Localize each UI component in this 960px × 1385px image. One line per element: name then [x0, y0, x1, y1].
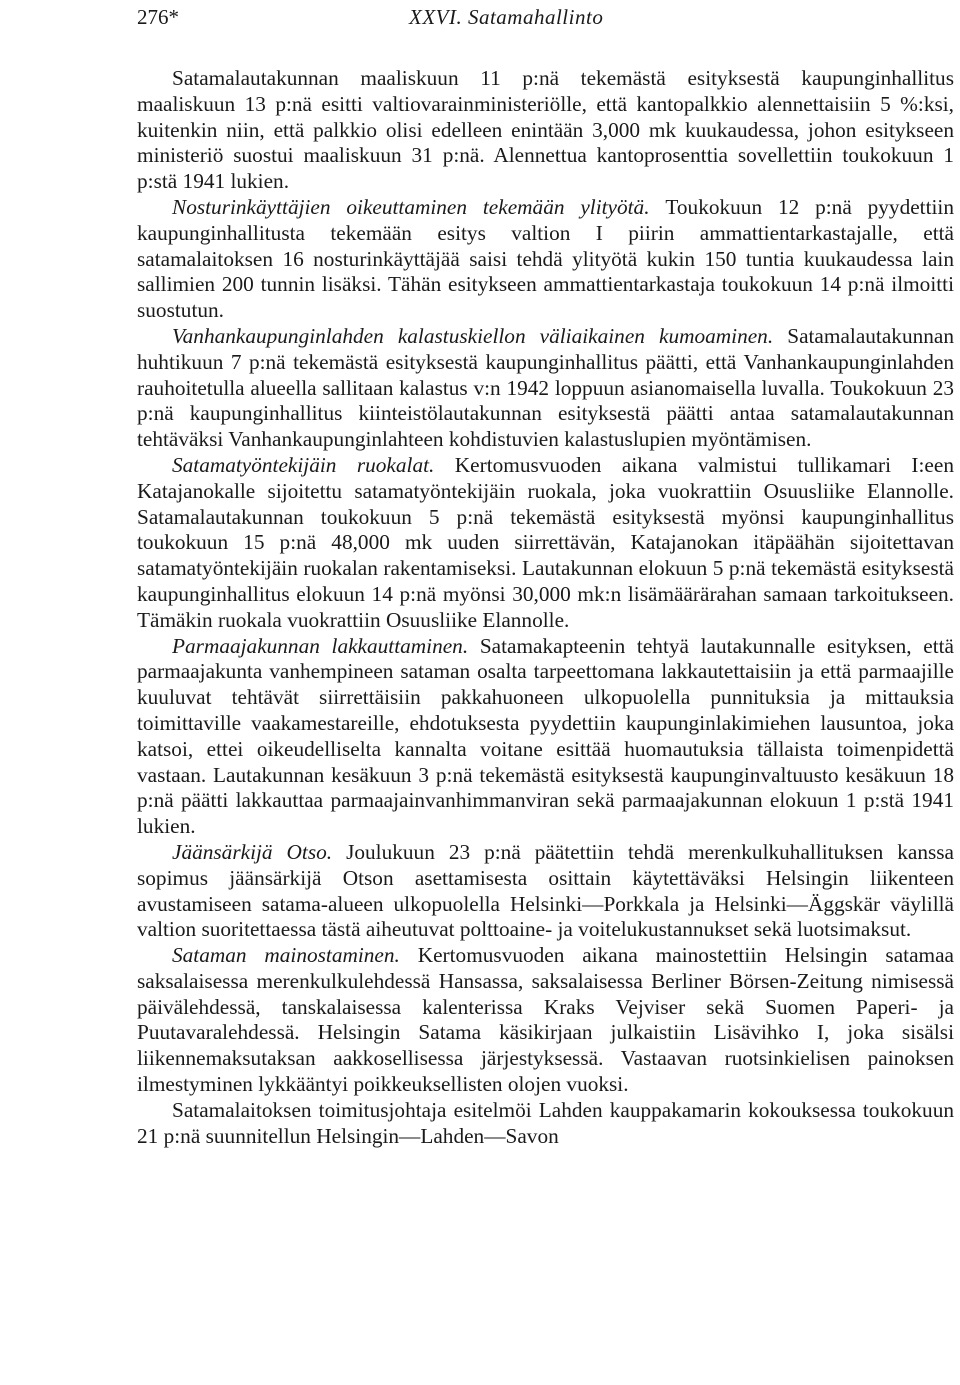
- page-number: 276*: [137, 5, 179, 29]
- paragraph-nosturinkayttajat: [137, 195, 954, 324]
- paragraph-text: Toukokuun 12 p:nä pyydettiin kaupunginhallitusta tekemään esitys valtion I piirin ammattientarkastajalle, että satamalaitoksen 16 nosturinkäyttäjää saisi tehdä ylityötä kukin 150 tuntia kuukaudessa lain sallimien 200 tunnin lisäksi. Tähän esitykseen ammattientarkastaja toukokuun 14 p:nä ilmoitti suostutun.: [137, 194, 954, 323]
- paragraph-kalastuskielto: [137, 324, 954, 453]
- paragraph-heading: Nosturinkäyttäjien oikeuttaminen tekemään ylityötä.: [172, 194, 666, 219]
- paragraph-heading: Jäänsärkijä Otso.: [172, 839, 347, 864]
- paragraph-otso: [137, 840, 954, 943]
- paragraph-ruokalat: [137, 453, 954, 634]
- paragraph-text: Satamalautakunnan huhtikuun 7 p:nä tekemästä esityksestä kaupunginhallitus päätti, että Vanhankaupunginlahden rauhoitetulla alueella sallitaan kalastus v:n 1942 loppuun asianomaisella luvalla. Toukokuun 23 p:nä kaupunginhallitus kiinteistölautakunnan esityksestä päätti antaa satamalautakunnan tehtäväksi Vanhankaupunginlahteen kohdistuvien kalastuslupien myöntämisen.: [137, 323, 954, 452]
- paragraph-text: Joulukuun 23 p:nä päätettiin tehdä merenkulkuhallituksen kanssa sopimus jäänsärkijä Otson asettamisesta osittain käytettäväksi Helsingin liikenteen avustamiseen satama-alueen ulkopuolella Helsinki—Porkkala ja Helsinki—Äggskär väylillä valtion suoritettaessa tästä aiheutuvat polttoaine- ja voitelukustannukset sekä luotsimaksut.: [137, 839, 955, 942]
- paragraph-heading: Parmaajakunnan lakkauttaminen.: [172, 633, 480, 658]
- paragraph-parmaajakunta: [137, 634, 954, 840]
- paragraph-kantopalkkio: [137, 66, 954, 195]
- paragraph-text: Satamalaitoksen toimitusjohtaja esitelmöi Lahden kauppakamarin kokouksessa toukokuun 21 p:nä suunnitellun Helsingin—Lahden—Savon: [137, 1097, 954, 1148]
- paragraph-text: Kertomusvuoden aikana valmistui tullikamari I:een Katajanokalle sijoitettu satamatyöntekijäin ruokala, joka vuokrattiin Osuusliike Elannolle. Satamalautakunnan toukokuun 5 p:nä tekemästä esityksestä myönsi kaupunginhallitus toukokuun 15 p:nä 48,000 mk uuden siirrettävän, Katajanokan itäpäähän sijoitettavan satamatyöntekijäin ruokalan rakentamiseksi. Lautakunnan elokuun 5 p:nä tekemästä esityksestä kaupunginhallitus elokuun 14 p:nä myönsi 30,000 mk:n lisämäärärahan samaan tarkoitukseen. Tämäkin ruokala vuokrattiin Osuusliike Elannolle.: [137, 452, 954, 632]
- paragraph-text: Satamakapteenin tehtyä lautakunnalle esityksen, että parmaajakunta vanhempineen sataman osalta tarpeettomana lakkautettaisiin ja että parmaajille kuuluvat tehtävät siirrettäisiin pakkahuoneen ulkopuolella punnituksia ja mittauksia toimittaville vaakamestareille, ehdotuksesta pyydettiin kaupunginlakimiehen lausuntoa, joka katsoi, ettei oikeudelliselta kannalta voitane esittää huomautuksia tällaista toimenpidettä vastaan. Lautakunnan kesäkuun 3 p:nä tekemästä esityksestä kaupunginvaltuusto kesäkuun 18 p:nä päätti lakkauttaa parmaajainvanhimmanviran sekä parmaajakunnan elokuun 1 p:stä 1941 lukien.: [137, 633, 954, 839]
- document-body: [137, 66, 954, 1149]
- paragraph-heading: Sataman mainostaminen.: [172, 943, 418, 968]
- paragraph-esitelma: [137, 1098, 954, 1150]
- paragraph-heading: Satamatyöntekijäin ruokalat.: [172, 452, 455, 477]
- section-title: XXVI. Satamahallinto: [409, 5, 604, 29]
- paragraph-heading: Vanhankaupunginlahden kalastuskiellon väliaikainen kumoaminen.: [172, 323, 788, 348]
- paragraph-text: Satamalautakunnan maaliskuun 11 p:nä tekemästä esityksestä kaupunginhallitus maaliskuun 13 p:nä esitti valtiovarainministeriölle, että kantopalkkio alennettaisiin 5 %:ksi, kuitenkin niin, että palkkio olisi edelleen enintään 3,000 mk kuukaudessa, johon esitykseen ministeriö suostui maaliskuun 31 p:nä. Alennettua kantoprosenttia sovellettiin toukokuun 1 p:stä 1941 lukien.: [137, 66, 954, 194]
- paragraph-mainostaminen: [137, 943, 954, 1098]
- page-header: [137, 4, 936, 30]
- paragraph-text: Kertomusvuoden aikana mainostettiin Helsingin satamaa saksalaisessa merenkulkulehdessä Hansassa, saksalaisessa Berliner Börsen-Zeitung nimisessä päivälehdessä, tanskalaisessa kalenterissa Kraks Vejviser sekä Suomen Paperi- ja Puutavaralehdessä. Helsingin Satama käsikirjaan julkaistiin Lisävihko I, joka sisälsi liikennemaksutaksan aakkosellisessa järjestyksessä. Vastaavan ruotsinkielisen painoksen ilmestyminen lykkääntyi poikkeuksellisten olojen vuoksi.: [137, 943, 954, 1097]
